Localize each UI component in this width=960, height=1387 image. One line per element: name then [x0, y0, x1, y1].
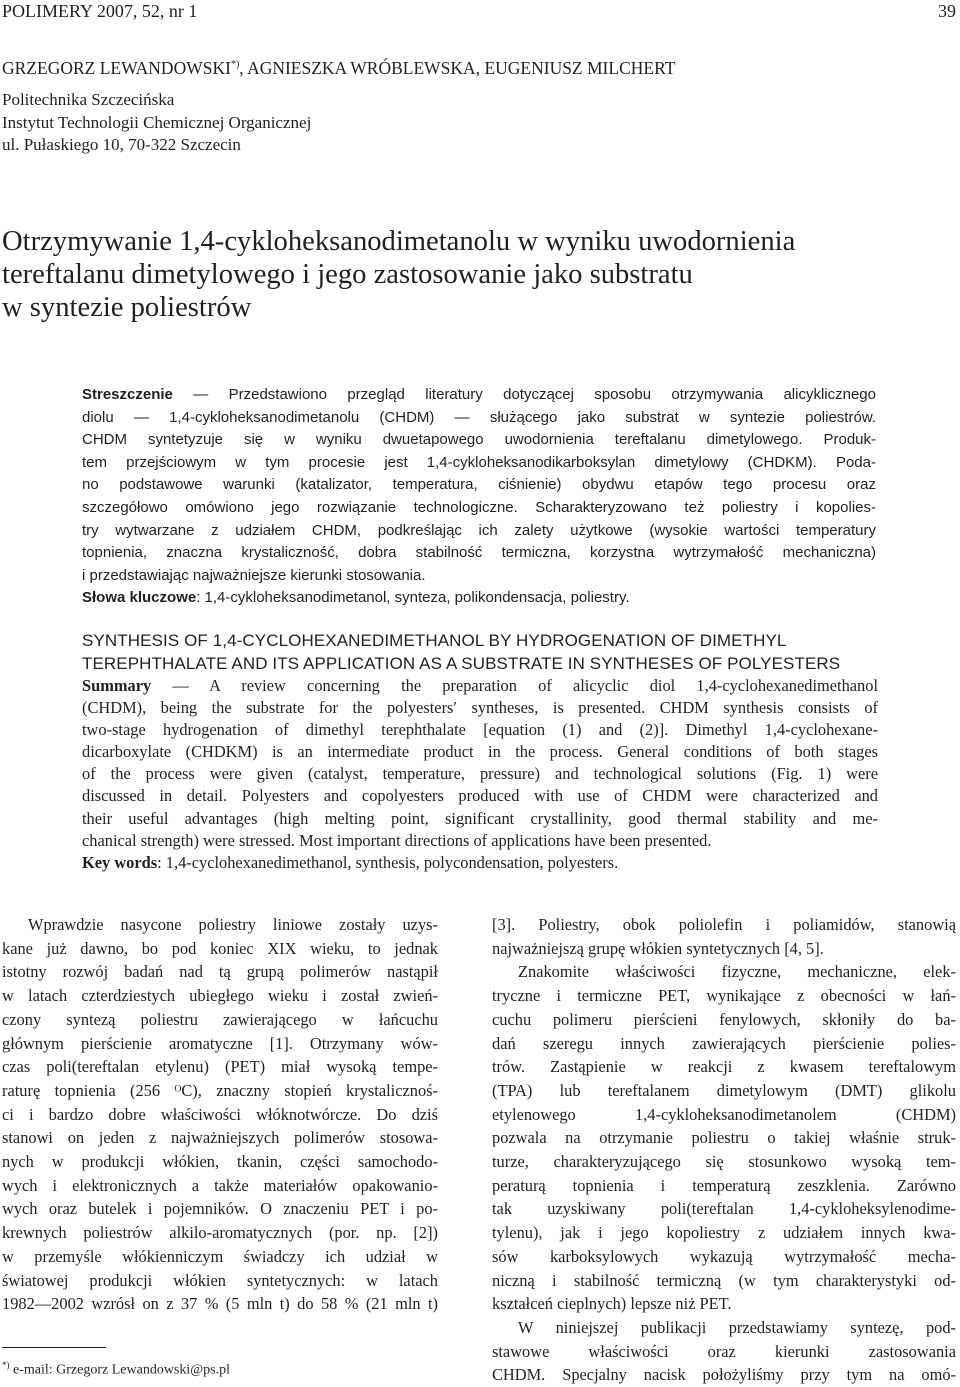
keywords-label: Słowa kluczowe — [82, 589, 197, 607]
summary-line: two-stage hydrogenation of dimethyl terephthalate [equation (1) and (2)]. Dimethyl 1,4-cyclohexane- — [82, 720, 878, 740]
body-line: trów. Zastąpienie w reakcji z kwasem tereftalowym — [492, 1057, 956, 1077]
summary-label: Summary — [82, 676, 152, 695]
summary-line: of the process were given (catalyst, temperature, pressure) and technological solutions (Fig. 1) were — [82, 764, 878, 784]
journal-citation: POLIMERY 2007, 52, nr 1 — [2, 1, 198, 21]
summary-line: their useful advantages (high melting point, significant crystallinity, good thermal stability and me- — [82, 808, 878, 828]
body-line: stanowi on jeden z najważniejszych polimerów stosowa- — [2, 1128, 438, 1148]
english-title-line: SYNTHESIS OF 1,4-CYCLOHEXANEDIMETHANOL BY HYDROGENATION OF DIMETHYL — [82, 631, 787, 650]
body-line: tryczne i termiczne PET, wynikające z obecności w łań- — [492, 986, 956, 1006]
abstract-line: Streszczenie — Przedstawiono przegląd literatury dotyczącej sposobu otrzymywania alicyklicznego — [82, 386, 876, 403]
body-line: światowej produkcji włókien syntetycznych: w latach — [2, 1270, 438, 1290]
abstract-line: try wytwarzane z udziałem CHDM, podkreślając ich zalety użytkowe (wysokie wartości temperatury — [82, 521, 876, 539]
keywords-line: Słowa kluczowe: 1,4-cykloheksanodimetanol, synteza, polikondensacja, poliestry. — [82, 589, 630, 607]
body-line: nych w produkcji włókien, tkanin, części samochodo- — [2, 1152, 438, 1172]
body-line: Wprawdzie nasycone poliestry liniowe zostały uzys- — [28, 915, 438, 934]
abstract-line: no podstawowe warunki (katalizator, temperatura, ciśnienie) obydwu etapów tego procesu oraz — [82, 476, 876, 494]
body-line: dań szeregu innych zawierających pierścienie polies- — [492, 1033, 956, 1053]
summary-line: discussed in detail. Polyesters and copolyesters produced with use of CHDM were characterized and — [82, 786, 878, 806]
summary-line: chanical strength) were stressed. Most important directions of applications have been presented. — [82, 830, 712, 850]
key-words-label: Key words — [82, 852, 158, 872]
abstract-label: Streszczenie — [82, 386, 173, 403]
abstract-line: i przedstawiając najważniejsze kierunki stosowania. — [82, 566, 426, 584]
abstract-line: diolu — 1,4-cykloheksanodimetanolu (CHDM) — służącego jako substrat w syntezie poliestrów. — [82, 408, 876, 426]
page-number: 39 — [938, 1, 956, 21]
body-line: najważniejszą grupę włókien syntetycznych [4, 5]. — [492, 938, 824, 958]
body-line: etylenowego 1,4-cykloheksanodimetanolem (CHDM) — [492, 1104, 956, 1124]
abstract-polish — [82, 384, 876, 610]
body-line: CHDM. Specjalny nacisk położyliśmy przy tym na omó- — [492, 1365, 956, 1385]
body-line: [3]. Poliestry, obok poliolefin i poliamidów, stanowią — [492, 915, 956, 934]
running-head — [2, 0, 956, 24]
title-line: Otrzymywanie 1,4-cykloheksanodimetanolu w wyniku uwodornienia — [2, 226, 796, 257]
body-line: peraturą topnienia i temperaturą zeszklenia. Zarówno — [492, 1175, 956, 1195]
body-line: stawowe właściwości oraz kierunki zastosowania — [492, 1341, 956, 1361]
body-line: cuchu polimeru pierścieni fenylowych, skłoniły do ba- — [492, 1009, 956, 1029]
body-line: wych oraz butelek i pojemników. O znaczeniu PET i po- — [2, 1199, 438, 1219]
summary-line: dicarboxylate (CHDKM) is an intermediate product in the process. General conditions of both stages — [82, 742, 878, 762]
body-line: tylenu), jak i jego kopoliestry z udziałem innych kwa- — [492, 1223, 956, 1243]
key-words-line: Key words: 1,4-cyclohexanedimethanol, synthesis, polycondensation, polyesters. — [82, 852, 619, 872]
abstract-line: tem przejściowym w tym procesie jest 1,4-cykloheksanodikarboksylan dimetylowy (CHDKM). Poda- — [82, 453, 876, 471]
affiliation-line: ul. Pułaskiego 10, 70-322 Szczecin — [2, 135, 241, 154]
affiliation-line: Politechnika Szczecińska — [2, 90, 175, 109]
title-line: w syntezie poliestrów — [2, 292, 252, 323]
body-column-left — [2, 913, 438, 1316]
footnote-email[interactable]: e-mail: Grzegorz Lewandowski@ps.pl — [9, 1362, 230, 1378]
abstract-english — [82, 675, 878, 874]
body-line: ci i bardzo dobre właściwości włóknotwórcze. Do dziś — [2, 1104, 438, 1124]
author-rest: , AGNIESZKA WRÓBLEWSKA, EUGENIUSZ MILCHERT — [239, 58, 676, 78]
body-line: istotny rozwój badań nad tą grupą polimerów nastąpił — [2, 962, 438, 982]
body-line: głównym pierścienie aromatyczne [1]. Otrzymany wów- — [2, 1033, 438, 1053]
body-line: czas poli(tereftalan etylenu) (PET) miał wysoką tempe- — [2, 1057, 438, 1077]
body-line: 1982—2002 wzrósł on z 37 % (5 mln t) do 58 % (21 mln t) — [2, 1294, 438, 1314]
abstract-line: CHDM syntetyzuje się w wyniku dwuetapowego uwodornienia tereftalanu dimetylowego. Produk- — [82, 431, 876, 449]
english-title — [82, 630, 882, 675]
body-line: wych i elektronicznych a także materiałów opakowanio- — [2, 1175, 438, 1195]
summary-line: Summary — A review concerning the preparation of alicyclic diol 1,4-cyclohexanedimethanol — [82, 676, 878, 695]
footnote — [2, 1356, 230, 1380]
body-line: niczną i stabilność termiczną (w tym charakterystyki od- — [492, 1270, 956, 1290]
summary-line: (CHDM), being the substrate for the polyesters′ syntheses, is presented. CHDM synthesis consists of — [82, 698, 878, 718]
footnote-marker: *) — [2, 1360, 10, 1370]
body-line: tak uzyskiwany poli(tereftalan 1,4-cykloheksylenodime- — [492, 1199, 956, 1219]
body-line: sów karboksylowych wykazują wytrzymałość mecha- — [492, 1246, 956, 1266]
author-footnote-marker: *) — [230, 59, 240, 71]
body-line: (TPA) lub tereftalanem dimetylowym (DMT) glikolu — [492, 1080, 956, 1100]
abstract-line: topnienia, znaczna krystaliczność, dobra stabilność termiczna, korzystna wytrzymałość mechaniczna) — [82, 544, 876, 562]
author-first: GRZEGORZ LEWANDOWSKI — [2, 58, 231, 78]
body-line: kane już dawno, bo pod koniec XIX wieku, to jednak — [2, 938, 438, 958]
body-line: pozwala na otrzymanie poliestru o takiej właśnie struk- — [492, 1128, 956, 1148]
body-line: czony syntezą poliestru zawierającego w łańcuchu — [2, 1009, 438, 1029]
body-line: W niniejszej publikacji przedstawiamy syntezę, pod- — [518, 1317, 956, 1337]
author-list — [2, 57, 942, 79]
body-line: kształceń cieplnych) lepsze niż PET. — [492, 1294, 732, 1314]
body-line: Znakomite właściwości fizyczne, mechaniczne, elek- — [518, 962, 956, 982]
english-title-line: TEREPHTHALATE AND ITS APPLICATION AS A SUBSTRATE IN SYNTHESES OF POLYESTERS — [82, 653, 841, 673]
body-line: w przemyśle włókienniczym świadczy ich udział w — [2, 1246, 438, 1266]
title-line: tereftalanu dimetylowego i jego zastosowanie jako substratu — [2, 259, 693, 290]
body-line: raturę topnienia (256 ᴼC), znaczny stopień krystalicznoś- — [2, 1080, 438, 1100]
footnote-divider — [2, 1347, 106, 1348]
abstract-line: szczegółowo omówiono jego rozwiązanie technologiczne. Scharakteryzowano też poliestry i kopolies- — [82, 498, 876, 516]
article-title — [2, 225, 947, 324]
body-line: krewnych poliestrów alkilo-aromatycznych (por. np. [2]) — [2, 1223, 438, 1243]
body-line: turze, charakteryzującego się stosunkowo wysoką tem- — [492, 1152, 956, 1172]
affiliation-line: Instytut Technologii Chemicznej Organicznej — [2, 112, 312, 132]
body-line: w latach czterdziestych ubiegłego wieku i został zwień- — [2, 986, 438, 1006]
body-column-right — [492, 913, 956, 1387]
affiliation — [2, 89, 602, 157]
